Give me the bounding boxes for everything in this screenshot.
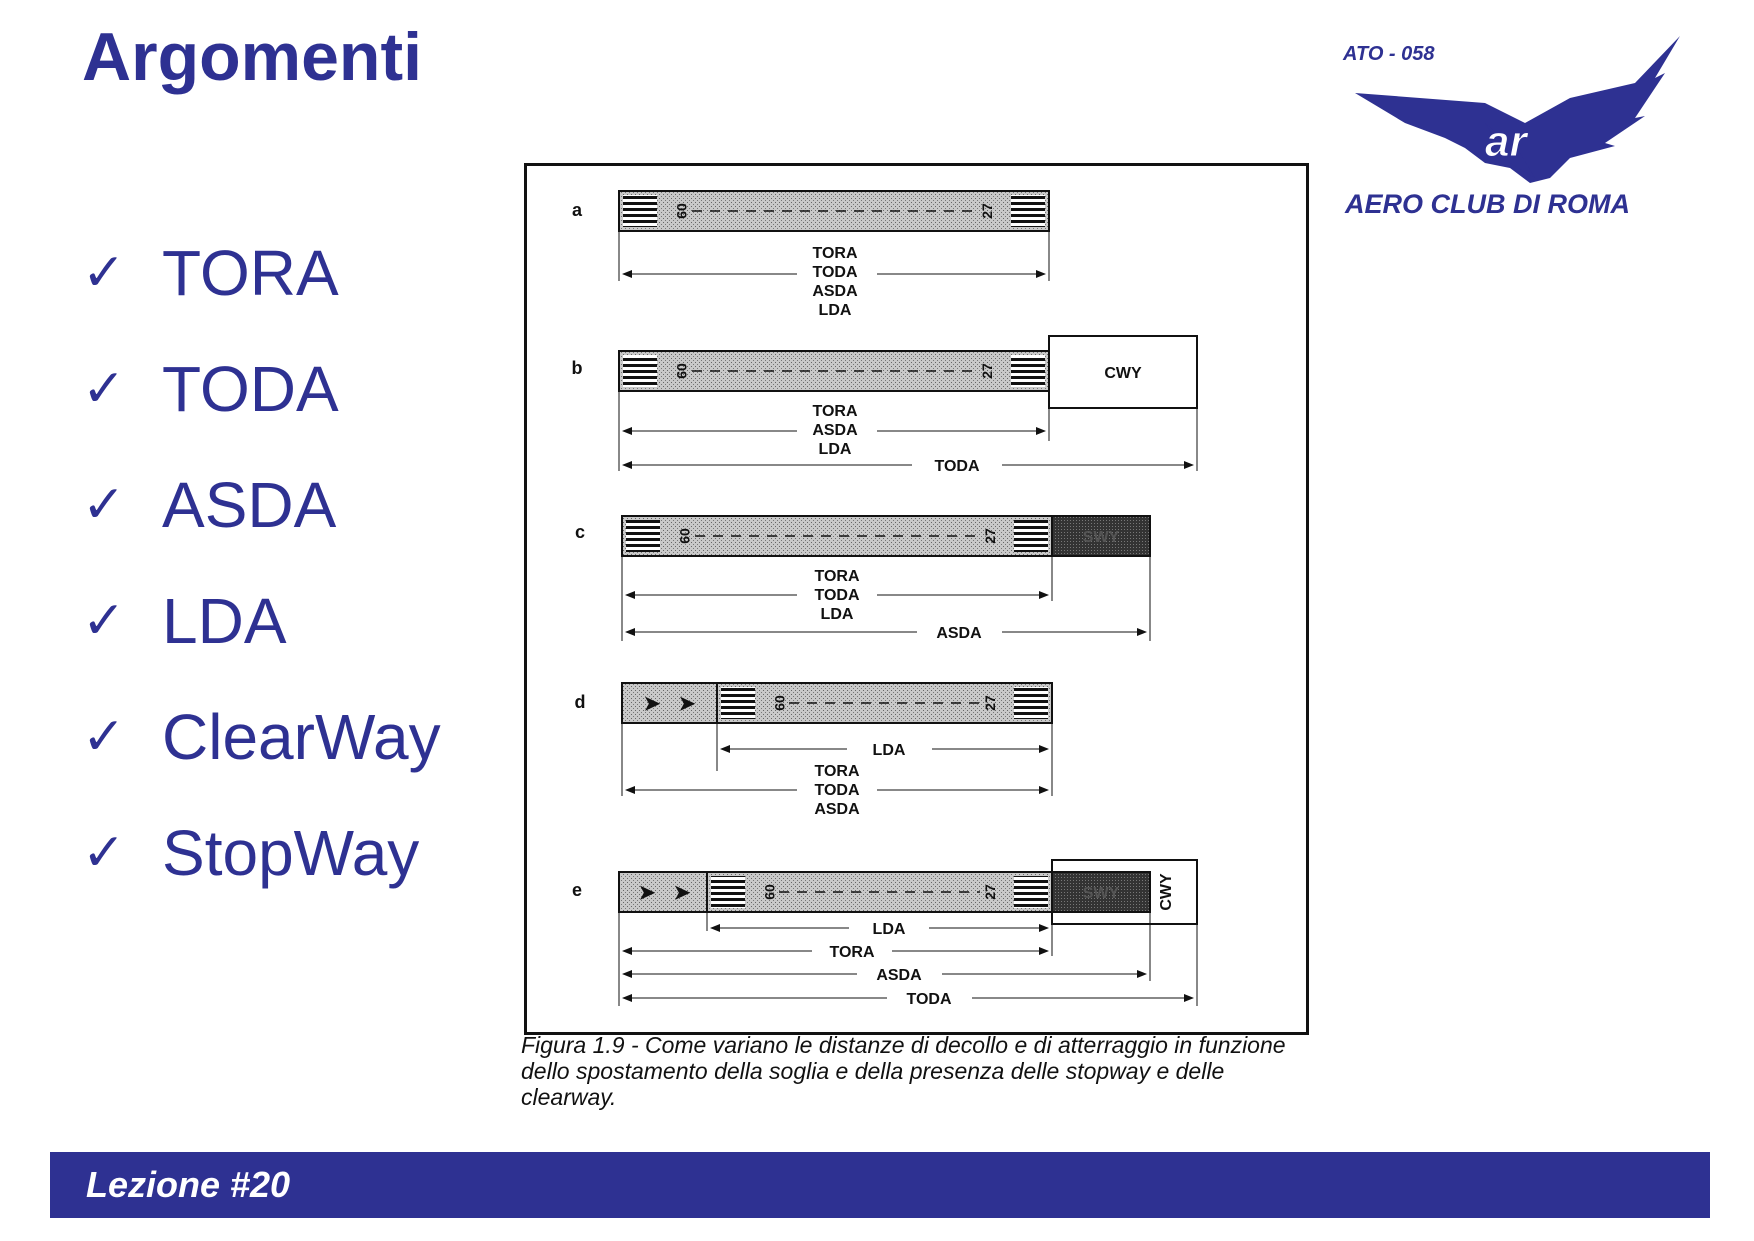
eagle-logo-icon	[1335, 28, 1715, 238]
distance-label: LDA	[818, 441, 852, 458]
check-icon: ✓	[82, 475, 126, 535]
list-item	[82, 447, 441, 563]
panel-letter: c	[574, 522, 586, 542]
distance-label: LDA	[820, 606, 854, 623]
stopway-label: SWY	[1082, 529, 1120, 546]
distance-label: TODA	[814, 782, 860, 799]
svg-text:➤: ➤	[643, 693, 661, 715]
runway-number: 27	[982, 884, 998, 900]
runway-number: 09	[772, 695, 788, 711]
clearway-label: CWY	[1104, 365, 1142, 382]
svg-text:➤: ➤	[673, 882, 691, 904]
panel-letter: a	[571, 200, 583, 220]
distance-label: TORA	[812, 245, 858, 262]
distance-label: LDA	[818, 302, 852, 319]
list-item	[82, 331, 441, 447]
page-title: Argomenti	[82, 19, 422, 95]
figure-caption: Figura 1.9 - Come variano le distanze di decollo e di atterraggio in funzione dello spostamento della soglia e della presenza delle stopway e delle clearway.	[521, 1032, 1286, 1110]
logo-club-name: AERO CLUB DI ROMA	[1345, 189, 1630, 219]
runway-number: 09	[674, 363, 690, 379]
list-item	[82, 679, 441, 795]
check-icon: ✓	[82, 359, 126, 419]
svg-text:➤: ➤	[638, 882, 656, 904]
topics-list	[82, 215, 441, 911]
panel-letter: b	[571, 358, 583, 378]
check-icon: ✓	[82, 591, 126, 651]
topic-label: ASDA	[162, 469, 337, 541]
topic-label: StopWay	[162, 817, 420, 889]
distance-label: TODA	[812, 264, 858, 281]
distance-label: TORA	[812, 403, 858, 420]
footer-bar	[50, 1152, 1710, 1218]
distance-label: ASDA	[812, 422, 858, 439]
distance-label: ASDA	[876, 967, 922, 984]
check-icon: ✓	[82, 823, 126, 883]
panel-letter: e	[571, 880, 583, 900]
logo-ato-code: ATO - 058	[1343, 43, 1435, 65]
distance-label: TORA	[829, 944, 875, 961]
list-item	[82, 795, 441, 911]
check-icon: ✓	[82, 243, 126, 303]
runway-distances-figure	[524, 163, 1309, 1035]
topic-label: TODA	[162, 353, 339, 425]
svg-text:➤: ➤	[678, 693, 696, 715]
distance-label: TORA	[814, 568, 860, 585]
distance-label: LDA	[872, 742, 906, 759]
list-item	[82, 215, 441, 331]
lesson-number: Lezione #20	[86, 1164, 291, 1205]
runway-number: 09	[677, 528, 693, 544]
topic-label: LDA	[162, 585, 287, 657]
distance-label: ASDA	[936, 625, 982, 642]
distance-label: LDA	[872, 921, 906, 938]
distance-label: TODA	[814, 587, 860, 604]
runway-number: 27	[979, 203, 995, 219]
topic-label: TORA	[162, 237, 339, 309]
runway-number: 27	[982, 695, 998, 711]
svg-text:ar: ar	[1485, 117, 1527, 166]
runway-number: 09	[762, 884, 778, 900]
panel-letter: d	[574, 692, 586, 712]
distance-label: ASDA	[814, 801, 860, 818]
distance-label: TODA	[906, 991, 952, 1008]
distance-label: ASDA	[812, 283, 858, 300]
distance-label: TODA	[934, 458, 980, 475]
clearway-label: CWY	[1158, 873, 1175, 911]
runway-diagram	[527, 166, 1309, 1035]
list-item	[82, 563, 441, 679]
distance-label: TORA	[814, 763, 860, 780]
runway-number: 09	[674, 203, 690, 219]
runway-number: 27	[979, 363, 995, 379]
topic-label: ClearWay	[162, 701, 441, 773]
club-logo	[1335, 28, 1715, 238]
stopway-label: SWY	[1082, 885, 1120, 902]
check-icon: ✓	[82, 707, 126, 767]
runway-number: 27	[982, 528, 998, 544]
